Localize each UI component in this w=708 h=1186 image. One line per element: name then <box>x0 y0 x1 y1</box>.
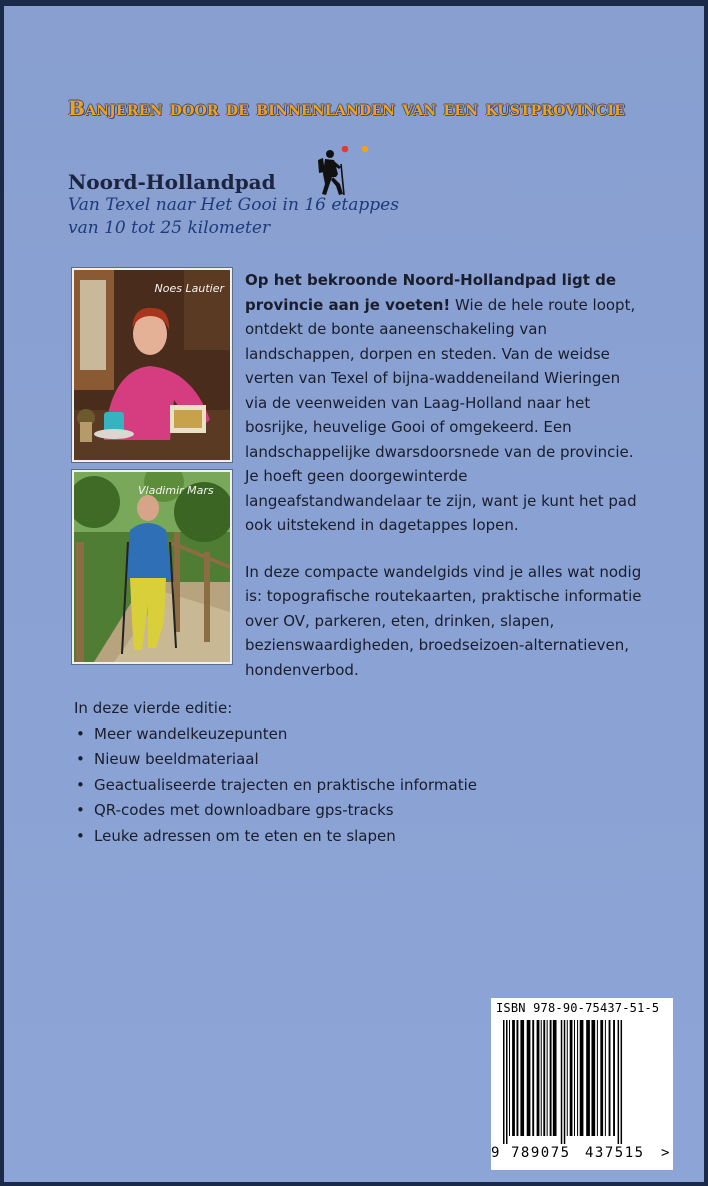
barcode-bar <box>550 1020 552 1136</box>
barcode-bar <box>577 1020 578 1136</box>
feature-item: • Nieuw beeldmateriaal <box>74 747 634 773</box>
hiker-icon <box>310 146 372 196</box>
subtitle <box>68 194 488 240</box>
barcode-bar <box>516 1020 518 1136</box>
feature-item: • Leuke adressen om te eten en te slapen <box>74 824 634 850</box>
barcode-bar <box>618 1020 620 1144</box>
barcode-bar <box>597 1020 598 1136</box>
description-paragraph-2: In deze compacte wandelgids vind je alles wat nodig is: topografische routekaarten, praktische informatie over OV, parkeren, eten, drinken, slapen, bezienswaardigheden, broedseizoen-alternatieven, hondenverbod. <box>245 562 642 679</box>
features-heading: In deze vierde editie: <box>74 699 233 717</box>
book-title: Noord-Hollandpad <box>68 170 276 194</box>
barcode-bar <box>561 1020 563 1144</box>
barcode-bar <box>543 1020 545 1136</box>
tagline: Banjeren door de binnenlanden van een kustprovincie <box>68 96 626 120</box>
barcode-bar <box>613 1020 615 1136</box>
ean-arrow: > <box>661 1145 670 1161</box>
lead-rest: Wie de hele route loopt, ontdekt de bonte aaneenschakeling van landschappen, dorpen en steden. Van de weidse verten van Texel of bijna-waddeneiland Wieringen via de veenweiden van Laag-Holland naar het bosrijke, heuvelige Gooi of omgekeerd. Een landschappelijke dwarsdoorsnede van de provincie. Je hoeft geen doorgewinterde langeafstandwandelaar te zijn, want je kunt het pad ook uitstekend in dagetappes lopen. <box>245 295 637 534</box>
feature-item: • QR-codes met downloadbare gps-tracks <box>74 798 634 824</box>
ean-right-group: 437515 <box>585 1145 645 1161</box>
red-dot <box>342 146 349 152</box>
book-back-cover <box>4 6 704 1182</box>
barcode-bar <box>564 1020 566 1144</box>
barcode-bar <box>509 1020 510 1136</box>
barcode-bar <box>541 1020 542 1136</box>
feature-item: • Meer wandelkeuzepunten <box>74 722 634 748</box>
barcode-bar <box>506 1020 508 1144</box>
barcode-bar <box>600 1020 603 1136</box>
barcode-bar <box>547 1020 548 1136</box>
barcode-bar <box>574 1020 575 1136</box>
barcode-bar <box>605 1020 606 1136</box>
isbn-text: ISBN 978-90-75437-51-5 <box>496 1001 660 1015</box>
author-photo-vladimir <box>72 470 232 664</box>
ean-left-group: 789075 <box>511 1145 571 1161</box>
features-list <box>74 722 634 850</box>
photo-illustration-1 <box>74 270 230 460</box>
photo-credit-2: Vladimir Mars <box>138 484 214 497</box>
ean-first-digit: 9 <box>491 1145 500 1161</box>
photo-credit-1: Noes Lautier <box>154 282 224 295</box>
author-photo-noes <box>72 268 232 462</box>
description-paragraph-1 <box>245 268 645 538</box>
barcode-bar <box>553 1020 557 1136</box>
orange-dot <box>362 146 369 152</box>
barcode-bar <box>532 1020 534 1136</box>
barcode-bar <box>591 1020 595 1136</box>
barcode-bar <box>527 1020 531 1136</box>
barcode-bars <box>499 1020 665 1144</box>
barcode-bar <box>537 1020 540 1136</box>
edition-features <box>74 696 634 849</box>
barcode-bar <box>580 1020 584 1136</box>
barcode-bar <box>503 1020 505 1144</box>
barcode-bar <box>621 1020 623 1144</box>
barcode-bar <box>512 1020 515 1136</box>
barcode-bar <box>520 1020 524 1136</box>
barcode-bar <box>609 1020 611 1136</box>
barcode-bar <box>570 1020 573 1136</box>
barcode <box>491 998 673 1170</box>
description <box>245 268 645 704</box>
photo-illustration-2 <box>74 472 230 662</box>
feature-item: • Geactualiseerde trajecten en praktische informatie <box>74 773 634 799</box>
subtitle-line-2: van 10 tot 25 kilometer <box>68 218 271 238</box>
barcode-bar <box>586 1020 590 1136</box>
subtitle-line-1: Van Texel naar Het Gooi in 16 etappes <box>68 195 399 215</box>
lead-text: Op het bekroonde Noord-Hollandpad ligt de provincie aan je voeten! <box>245 271 617 314</box>
barcode-bar <box>567 1020 568 1136</box>
